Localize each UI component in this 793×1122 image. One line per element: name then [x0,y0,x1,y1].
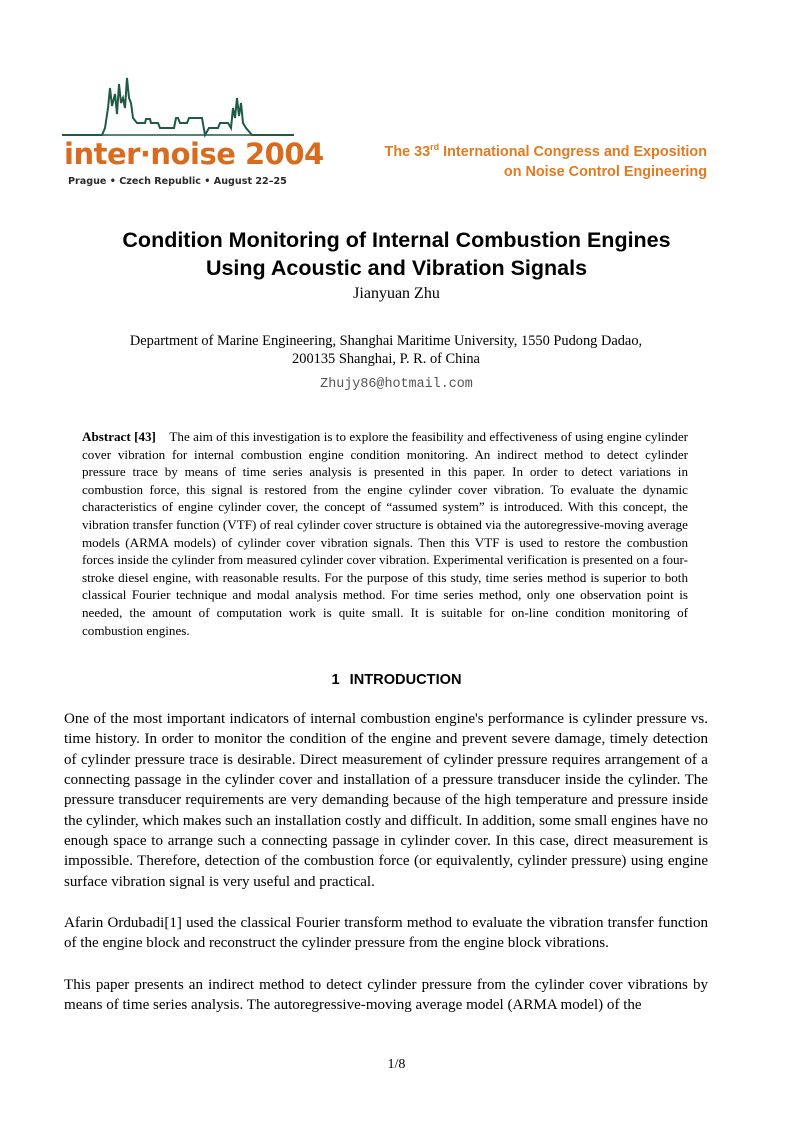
affiliation-line-2: 200135 Shanghai, P. R. of China [292,351,480,367]
section-number: 1 [331,672,340,688]
logo-wordmark: inter·noise 2004 [64,137,324,171]
abstract [82,428,688,639]
abstract-label: Abstract [43] [82,429,156,444]
section-heading [0,672,793,688]
congress-line-1: The 33rd International Congress and Exposition [384,142,707,160]
affiliation-line-1: Department of Marine Engineering, Shanghai Maritime University, 1550 Pudong Dadao, [129,333,643,349]
paper-title-line-1: Condition Monitoring of Internal Combustion Engines [122,228,671,252]
paper-title [0,226,793,282]
inter-noise-logo [62,70,324,192]
congress-ordinal: rd [430,142,440,153]
affiliation [95,332,677,368]
body-paragraph-2: Afarin Ordubadi[1] used the classical Fourier transform method to evaluate the vibration transfer function of the engine block and reconstruct the cylinder pressure from the engine block vibrations. [64,915,708,952]
paper-title-line-2: Using Acoustic and Vibration Signals [205,256,588,280]
section-title: INTRODUCTION [349,672,462,688]
logo-subline: Prague • Czech Republic • August 22–25 [68,176,287,187]
author-name: Jianyuan Zhu [353,285,440,302]
congress-heading [385,142,707,182]
abstract-text: The aim of this investigation is to explore the feasibility and effectiveness of using engine cylinder cover vibration for internal combustion engine condition monitoring. An indirect method to detect cylinder pressure trace by means of time series analysis is presented in this paper. In order to detect variations in combustion force, this signal is restored from the engine cylinder cover vibration. To evaluate the dynamic characteristics of engine cylinder cover, the concept of “assumed system” is introduced. With this concept, the vibration transfer function (VTF) of real cylinder cover structure is obtained via the autoregressive-moving average models (ARMA models) of cylinder cover vibration signals. Then this VTF is used to restore the combustion forces inside the cylinder from measured cylinder cover vibration. Experimental verification is presented on a four-stroke diesel engine, with reasonable results. For the purpose of this study, time series method is superior to both classical Fourier technique and modal analysis method. For time series method, only one observation point is needed, the amount of computation work is quite small. It is suitable for on-line condition monitoring of combustion engines. [82,429,689,638]
congress-line-2: on Noise Control Engineering [503,164,707,180]
body-paragraph-1: One of the most important indicators of internal combustion engine's performance is cylinder pressure vs. time history. In order to monitor the condition of the engine and prevent severe damage, timely detection of cylinder pressure trace is desirable. Direct measurement of cylinder pressure requires arrangement of a connecting passage in the cylinder cover and installation of a pressure transducer inside the cylinder. The pressure transducer requirements are very demanding because of the high temperature and pressure inside the cylinder, which makes such an installation costly and difficult. In addition, some small engines have no enough space to arrange such a connecting passage in cylinder cover. In this case, direct measurement is impossible. Therefore, detection of the combustion force (or equivalently, cylinder pressure) using engine surface vibration signal is very useful and practical. [64,711,708,890]
author-email: Zhujy86@hotmail.com [320,377,473,392]
body-paragraph-3: This paper presents an indirect method to detect cylinder pressure from the cylinder cover vibrations by means of time series analysis. The autoregressive-moving average model (ARMA model) of the [64,977,708,1014]
page-number: 1/8 [387,1057,406,1072]
